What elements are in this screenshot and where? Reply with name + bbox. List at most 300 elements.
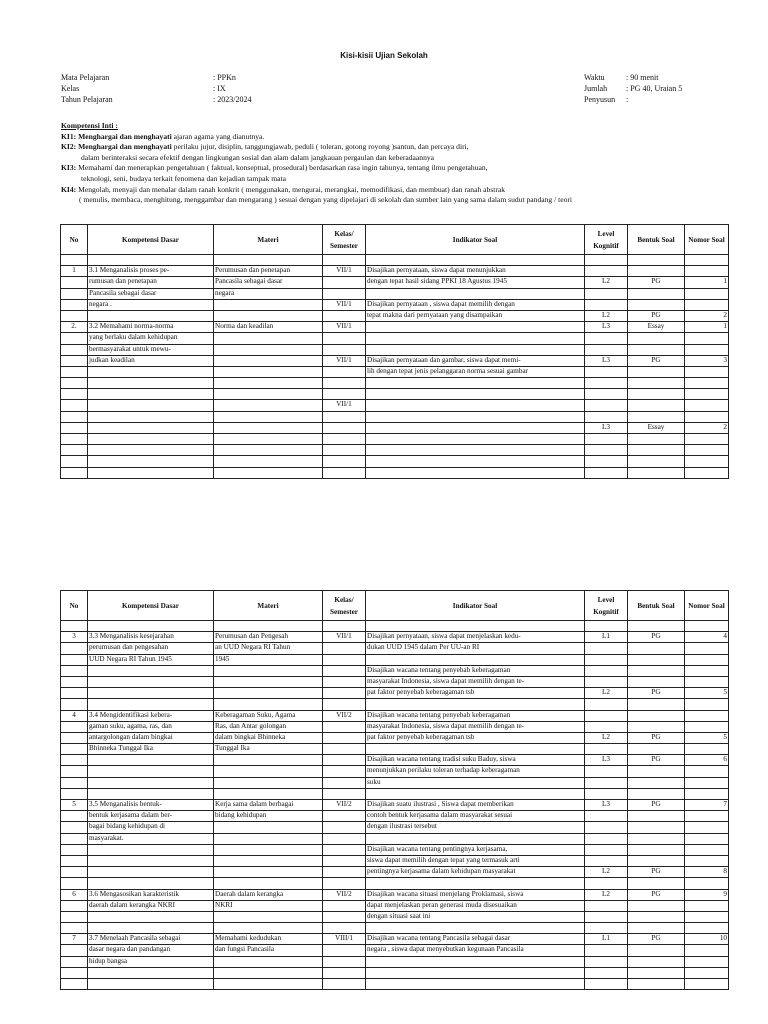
- cell-materi: [214, 344, 323, 355]
- cell-level-kognitif: [585, 822, 628, 833]
- header-kelas-semester: Kelas/ Semester: [323, 591, 366, 621]
- cell-kompetensi-dasar: hidup bangsa: [88, 956, 214, 967]
- cell-kelas-semester: [323, 900, 366, 911]
- cell-indikator-soal: Disajikan wacana tentang penyebab keberagaman: [366, 665, 585, 676]
- cell-indikator-soal: Disajikan pernyataan dan gambar, siswa dapat memi-: [366, 355, 585, 366]
- cell-nomor-soal: [685, 945, 729, 956]
- meta-label: Kelas: [61, 84, 80, 93]
- kisi-table-1: [60, 224, 729, 479]
- cell-kompetensi-dasar: dasar negara dan pandangan: [88, 945, 214, 956]
- cell-materi: [214, 333, 323, 344]
- cell-kompetensi-dasar: bermasyarakat untuk mewu-: [88, 344, 214, 355]
- ki1-code: KI1:: [61, 131, 77, 141]
- table-row: [61, 732, 729, 743]
- cell-no: [61, 654, 88, 665]
- table-row: [61, 923, 729, 934]
- cell-bentuk-soal: [628, 400, 685, 411]
- cell-nomor-soal: [685, 766, 729, 777]
- cell-kelas-semester: [323, 411, 366, 422]
- meta-row-time: [584, 72, 682, 83]
- cell-nomor-soal: [685, 923, 729, 934]
- table-row: [61, 322, 729, 333]
- cell-indikator-soal: Disajikan wacana tentang pentingnya kerjasama,: [366, 844, 585, 855]
- cell-materi: [214, 967, 323, 978]
- table-row: [61, 643, 729, 654]
- cell-level-kognitif: L2: [585, 867, 628, 878]
- table-row: [61, 979, 729, 990]
- cell-nomor-soal: [685, 699, 729, 710]
- header-bentuk-soal: Bentuk Soal: [628, 591, 685, 621]
- cell-no: [61, 355, 88, 366]
- cell-no: [61, 288, 88, 299]
- cell-bentuk-soal: [628, 344, 685, 355]
- ki2-bold: Menghargai dan menghayati: [78, 142, 172, 152]
- table-row: [61, 766, 729, 777]
- cell-level-kognitif: L3: [585, 322, 628, 333]
- header-nomor-soal: Nomor Soal: [685, 591, 729, 621]
- cell-nomor-soal: [685, 900, 729, 911]
- cell-kompetensi-dasar: perumusan dan pengesahan: [88, 643, 214, 654]
- cell-bentuk-soal: PG: [628, 688, 685, 699]
- cell-kompetensi-dasar: judkan keadilan: [88, 355, 214, 366]
- cell-nomor-soal: 6: [685, 755, 729, 766]
- cell-indikator-soal: [366, 967, 585, 978]
- cell-kelas-semester: VII/1: [323, 266, 366, 277]
- cell-bentuk-soal: [628, 366, 685, 377]
- cell-kelas-semester: [323, 288, 366, 299]
- cell-kompetensi-dasar: [88, 434, 214, 445]
- cell-no: [61, 456, 88, 467]
- cell-kompetensi-dasar: [88, 867, 214, 878]
- cell-no: [61, 923, 88, 934]
- cell-level-kognitif: [585, 621, 628, 632]
- cell-bentuk-soal: [628, 389, 685, 400]
- cell-bentuk-soal: PG: [628, 867, 685, 878]
- cell-no: [61, 255, 88, 266]
- cell-level-kognitif: L3: [585, 422, 628, 433]
- cell-indikator-soal: [366, 788, 585, 799]
- meta-value: : PPKn: [213, 73, 236, 82]
- cell-kompetensi-dasar: Pancasila sebagai dasar: [88, 288, 214, 299]
- cell-kompetensi-dasar: UUD Negara RI Tahun 1945: [88, 654, 214, 665]
- cell-materi: [214, 676, 323, 687]
- cell-indikator-soal: siswa dapat memilih dengan tepat yang termasuk arti: [366, 855, 585, 866]
- table-row: [61, 333, 729, 344]
- cell-level-kognitif: [585, 766, 628, 777]
- cell-nomor-soal: [685, 299, 729, 310]
- cell-kompetensi-dasar: antargolongan dalam bingkai: [88, 732, 214, 743]
- cell-kelas-semester: [323, 867, 366, 878]
- cell-indikator-soal: Disajikan wacana tentang penyebab keberagaman: [366, 710, 585, 721]
- table-row: [61, 934, 729, 945]
- cell-nomor-soal: 4: [685, 632, 729, 643]
- table-row: [61, 277, 729, 288]
- cell-no: [61, 400, 88, 411]
- meta-right: [584, 72, 682, 105]
- cell-materi: Tunggal Ika: [214, 744, 323, 755]
- cell-level-kognitif: L3: [585, 755, 628, 766]
- cell-materi: [214, 366, 323, 377]
- cell-materi: [214, 867, 323, 878]
- cell-materi: [214, 378, 323, 389]
- cell-materi: an UUD Negara RI Tahun: [214, 643, 323, 654]
- cell-bentuk-soal: Essay: [628, 422, 685, 433]
- cell-no: [61, 665, 88, 676]
- cell-kompetensi-dasar: [88, 878, 214, 889]
- cell-nomor-soal: 3: [685, 355, 729, 366]
- cell-kompetensi-dasar: 3.6 Mengasosikan karakteristik: [88, 889, 214, 900]
- cell-no: [61, 766, 88, 777]
- cell-indikator-soal: masyarakat Indonesia, siswa dapat memilih dengan te-: [366, 676, 585, 687]
- cell-bentuk-soal: [628, 654, 685, 665]
- cell-kelas-semester: [323, 366, 366, 377]
- cell-indikator-soal: [366, 833, 585, 844]
- cell-indikator-soal: [366, 411, 585, 422]
- cell-no: [61, 732, 88, 743]
- cell-indikator-soal: [366, 467, 585, 478]
- cell-bentuk-soal: [628, 911, 685, 922]
- table-row: [61, 967, 729, 978]
- cell-nomor-soal: [685, 333, 729, 344]
- cell-level-kognitif: [585, 699, 628, 710]
- cell-nomor-soal: [685, 467, 729, 478]
- cell-level-kognitif: [585, 956, 628, 967]
- cell-bentuk-soal: PG: [628, 755, 685, 766]
- cell-indikator-soal: [366, 979, 585, 990]
- cell-indikator-soal: [366, 654, 585, 665]
- cell-kompetensi-dasar: [88, 445, 214, 456]
- cell-bentuk-soal: [628, 411, 685, 422]
- cell-bentuk-soal: [628, 967, 685, 978]
- cell-indikator-soal: tepat makna dari pernyataan yang disampaikan: [366, 310, 585, 321]
- cell-nomor-soal: [685, 411, 729, 422]
- cell-no: [61, 777, 88, 788]
- cell-no: [61, 721, 88, 732]
- ki2-text: perilaku jujur, disiplin, tanggungjawab, peduli ( toleran, gotong royong )santun, dan percaya diri,: [171, 142, 469, 152]
- cell-nomor-soal: 8: [685, 867, 729, 878]
- cell-kelas-semester: VII/2: [323, 800, 366, 811]
- table-row: [61, 299, 729, 310]
- table-row: [61, 400, 729, 411]
- cell-kelas-semester: VII/1: [323, 355, 366, 366]
- cell-level-kognitif: [585, 378, 628, 389]
- cell-nomor-soal: 2: [685, 310, 729, 321]
- cell-materi: [214, 665, 323, 676]
- table-row: [61, 344, 729, 355]
- cell-indikator-soal: [366, 389, 585, 400]
- cell-bentuk-soal: [628, 766, 685, 777]
- cell-indikator-soal: suku: [366, 777, 585, 788]
- cell-kompetensi-dasar: 3.1 Menganalisis proses pe-: [88, 266, 214, 277]
- cell-nomor-soal: [685, 643, 729, 654]
- cell-kelas-semester: [323, 766, 366, 777]
- table-header-row: [61, 225, 729, 255]
- cell-bentuk-soal: [628, 333, 685, 344]
- cell-nomor-soal: [685, 266, 729, 277]
- cell-materi: 1945: [214, 654, 323, 665]
- meta-value: : PG 40, Uraian 5: [626, 84, 683, 93]
- cell-materi: Keberagaman Suku, Agama: [214, 710, 323, 721]
- cell-kelas-semester: [323, 467, 366, 478]
- cell-bentuk-soal: [628, 979, 685, 990]
- cell-nomor-soal: [685, 389, 729, 400]
- table-row: [61, 389, 729, 400]
- cell-no: [61, 878, 88, 889]
- cell-indikator-soal: [366, 445, 585, 456]
- cell-level-kognitif: [585, 900, 628, 911]
- cell-kompetensi-dasar: [88, 844, 214, 855]
- cell-no: [61, 277, 88, 288]
- cell-kelas-semester: [323, 456, 366, 467]
- cell-indikator-soal: masyarakat Indonesia, siswa dapat memilih dengan te-: [366, 721, 585, 732]
- cell-kelas-semester: [323, 434, 366, 445]
- cell-no: [61, 333, 88, 344]
- cell-kompetensi-dasar: Bhinneka Tunggal Ika: [88, 744, 214, 755]
- cell-materi: [214, 844, 323, 855]
- cell-level-kognitif: L2: [585, 688, 628, 699]
- cell-bentuk-soal: [628, 900, 685, 911]
- cell-kelas-semester: [323, 699, 366, 710]
- cell-no: [61, 945, 88, 956]
- cell-level-kognitif: [585, 744, 628, 755]
- cell-bentuk-soal: [628, 744, 685, 755]
- cell-nomor-soal: [685, 721, 729, 732]
- cell-indikator-soal: Disajikan pernyataan, siswa dapat menunjukkan: [366, 266, 585, 277]
- cell-kelas-semester: [323, 755, 366, 766]
- table-row: [61, 755, 729, 766]
- cell-level-kognitif: [585, 945, 628, 956]
- cell-materi: [214, 822, 323, 833]
- cell-bentuk-soal: [628, 923, 685, 934]
- cell-materi: [214, 389, 323, 400]
- cell-kompetensi-dasar: yang berlaku dalam kehidupan: [88, 333, 214, 344]
- table-row: [61, 310, 729, 321]
- cell-level-kognitif: [585, 923, 628, 934]
- cell-level-kognitif: L1: [585, 934, 628, 945]
- cell-no: 7: [61, 934, 88, 945]
- cell-kompetensi-dasar: [88, 378, 214, 389]
- cell-bentuk-soal: [628, 266, 685, 277]
- cell-bentuk-soal: [628, 445, 685, 456]
- cell-materi: [214, 400, 323, 411]
- cell-bentuk-soal: [628, 878, 685, 889]
- cell-materi: [214, 979, 323, 990]
- cell-materi: [214, 923, 323, 934]
- ki1-bold: Menghargai dan menghayati: [78, 131, 172, 141]
- cell-kompetensi-dasar: 3.4 Mengidentifikasi kebera-: [88, 710, 214, 721]
- ki2: [61, 142, 741, 153]
- table-2-body: [61, 621, 729, 990]
- cell-materi: [214, 833, 323, 844]
- table-row: [61, 788, 729, 799]
- cell-level-kognitif: [585, 400, 628, 411]
- cell-no: 1: [61, 266, 88, 277]
- cell-indikator-soal: dengan ilustrasi tersebut: [366, 822, 585, 833]
- meta-value: : 90 menit: [626, 73, 659, 82]
- table-row: [61, 288, 729, 299]
- ki3: [61, 163, 741, 174]
- cell-kelas-semester: [323, 676, 366, 687]
- ki2-continuation: dalam berinteraksi secara efektif dengan lingkungan sosial dan alam dalam jangkauan pergaulan dan keberadaannya: [81, 152, 435, 162]
- cell-kelas-semester: [323, 665, 366, 676]
- cell-kelas-semester: [323, 878, 366, 889]
- cell-indikator-soal: dengan tepat hasil sidang PPKI 18 Agustus 1945: [366, 277, 585, 288]
- table-row: [61, 411, 729, 422]
- cell-indikator-soal: pat faktor penyebab keberagaman tsb: [366, 688, 585, 699]
- cell-nomor-soal: [685, 710, 729, 721]
- cell-indikator-soal: Disajikan wacana situasi menjelang Proklamasi, siswa: [366, 889, 585, 900]
- cell-kelas-semester: [323, 422, 366, 433]
- cell-nomor-soal: [685, 878, 729, 889]
- cell-bentuk-soal: [628, 643, 685, 654]
- cell-kelas-semester: [323, 378, 366, 389]
- cell-kelas-semester: [323, 654, 366, 665]
- cell-materi: [214, 911, 323, 922]
- cell-bentuk-soal: [628, 434, 685, 445]
- cell-indikator-soal: Disajikan wacana tentang Pancasila sebagai dasar: [366, 934, 585, 945]
- header-materi: Materi: [214, 225, 323, 255]
- cell-materi: [214, 688, 323, 699]
- ki3-code: KI3:: [61, 163, 77, 173]
- cell-indikator-soal: Disajikan pernyataan, siswa dapat menjelaskan kedu-: [366, 632, 585, 643]
- header-kelas-semester: Kelas/ Semester: [323, 225, 366, 255]
- cell-nomor-soal: [685, 979, 729, 990]
- table-row: [61, 833, 729, 844]
- cell-indikator-soal: [366, 400, 585, 411]
- cell-level-kognitif: [585, 299, 628, 310]
- cell-nomor-soal: 5: [685, 688, 729, 699]
- cell-bentuk-soal: [628, 288, 685, 299]
- cell-no: [61, 366, 88, 377]
- ki3-text: Memahami dan menerapkan pengetahuan ( faktual, konseptual, prosedural) berdasarkan rasa ingin tahunya, tentang ilmu pengetahuan,: [76, 163, 488, 173]
- cell-nomor-soal: [685, 855, 729, 866]
- cell-no: [61, 344, 88, 355]
- cell-no: [61, 788, 88, 799]
- header-indikator-soal: Indikator Soal: [366, 225, 585, 255]
- cell-bentuk-soal: PG: [628, 934, 685, 945]
- cell-no: [61, 867, 88, 878]
- cell-indikator-soal: [366, 621, 585, 632]
- table-row: [61, 422, 729, 433]
- cell-kelas-semester: [323, 844, 366, 855]
- cell-kompetensi-dasar: [88, 400, 214, 411]
- table-row: [61, 822, 729, 833]
- cell-kompetensi-dasar: [88, 688, 214, 699]
- cell-indikator-soal: contoh bentuk kerjasama dalam masyarakat sesuai: [366, 811, 585, 822]
- cell-kompetensi-dasar: [88, 855, 214, 866]
- cell-bentuk-soal: PG: [628, 277, 685, 288]
- cell-no: [61, 755, 88, 766]
- cell-nomor-soal: [685, 833, 729, 844]
- cell-nomor-soal: 10: [685, 934, 729, 945]
- cell-materi: Pancasila sebagai dasar: [214, 277, 323, 288]
- cell-no: [61, 411, 88, 422]
- cell-nomor-soal: [685, 676, 729, 687]
- ki-heading: Kompetensi Inti :: [61, 121, 118, 130]
- cell-no: [61, 956, 88, 967]
- cell-nomor-soal: [685, 967, 729, 978]
- table-row: [61, 445, 729, 456]
- cell-kelas-semester: [323, 688, 366, 699]
- ki1: [61, 132, 741, 143]
- cell-no: [61, 378, 88, 389]
- kisi-table-2: [60, 590, 729, 990]
- cell-kelas-semester: [323, 732, 366, 743]
- cell-kompetensi-dasar: [88, 911, 214, 922]
- cell-kompetensi-dasar: negara .: [88, 299, 214, 310]
- cell-kompetensi-dasar: [88, 621, 214, 632]
- cell-bentuk-soal: PG: [628, 310, 685, 321]
- header-indikator-soal: Indikator Soal: [366, 591, 585, 621]
- cell-level-kognitif: [585, 967, 628, 978]
- table-row: [61, 654, 729, 665]
- cell-level-kognitif: [585, 676, 628, 687]
- cell-level-kognitif: [585, 911, 628, 922]
- cell-kompetensi-dasar: [88, 676, 214, 687]
- cell-materi: negara: [214, 288, 323, 299]
- cell-kelas-semester: VII/1: [323, 299, 366, 310]
- cell-kelas-semester: [323, 643, 366, 654]
- cell-kompetensi-dasar: gaman suku, agama, ras, dan: [88, 721, 214, 732]
- cell-kompetensi-dasar: 3.5 Menganalisis bentuk-: [88, 800, 214, 811]
- cell-indikator-soal: pat faktor penyebab keberagaman tsb: [366, 732, 585, 743]
- cell-no: 4: [61, 710, 88, 721]
- cell-kompetensi-dasar: [88, 979, 214, 990]
- cell-kompetensi-dasar: bentuk kerjasama dalam ber-: [88, 811, 214, 822]
- cell-nomor-soal: [685, 288, 729, 299]
- cell-materi: Memahami kedudukan: [214, 934, 323, 945]
- cell-indikator-soal: dengan situasi saat ini: [366, 911, 585, 922]
- table-1-body: [61, 255, 729, 479]
- cell-level-kognitif: [585, 366, 628, 377]
- cell-level-kognitif: [585, 344, 628, 355]
- cell-kelas-semester: VII/1: [323, 400, 366, 411]
- cell-materi: [214, 310, 323, 321]
- cell-level-kognitif: [585, 411, 628, 422]
- cell-level-kognitif: [585, 643, 628, 654]
- cell-no: [61, 310, 88, 321]
- cell-bentuk-soal: [628, 777, 685, 788]
- cell-materi: [214, 878, 323, 889]
- cell-no: [61, 676, 88, 687]
- meta-row-author: [584, 94, 682, 105]
- table-row: [61, 665, 729, 676]
- cell-kompetensi-dasar: 3.7 Menelaah Pancasila sebagai: [88, 934, 214, 945]
- cell-materi: [214, 255, 323, 266]
- table-row: [61, 255, 729, 266]
- cell-indikator-soal: [366, 378, 585, 389]
- ki1-text: ajaran agama yang dianutnya.: [171, 131, 265, 141]
- table-row: [61, 378, 729, 389]
- cell-no: [61, 967, 88, 978]
- cell-indikator-soal: [366, 956, 585, 967]
- cell-level-kognitif: [585, 878, 628, 889]
- cell-materi: [214, 456, 323, 467]
- cell-kelas-semester: [323, 310, 366, 321]
- cell-nomor-soal: [685, 788, 729, 799]
- cell-no: 2.: [61, 322, 88, 333]
- cell-materi: [214, 445, 323, 456]
- table-row: [61, 688, 729, 699]
- cell-kompetensi-dasar: [88, 766, 214, 777]
- cell-no: [61, 467, 88, 478]
- cell-nomor-soal: [685, 744, 729, 755]
- cell-materi: [214, 777, 323, 788]
- cell-kelas-semester: [323, 811, 366, 822]
- cell-materi: [214, 434, 323, 445]
- cell-level-kognitif: L2: [585, 310, 628, 321]
- cell-kelas-semester: [323, 855, 366, 866]
